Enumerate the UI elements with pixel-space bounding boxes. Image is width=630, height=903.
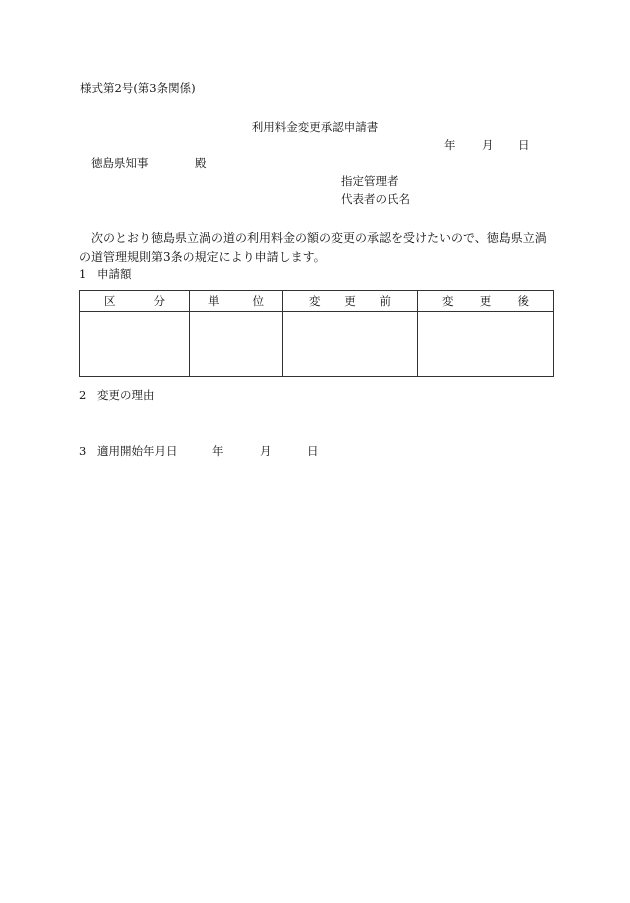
form-number: 様式第2号(第3条関係) (80, 81, 196, 95)
date-day-label: 日 (518, 138, 530, 152)
cell-after[interactable] (418, 312, 554, 377)
header-after: 変 更 後 (418, 291, 554, 312)
amount-table (79, 290, 554, 377)
cell-category[interactable] (80, 312, 190, 377)
table-header-row (80, 291, 554, 312)
section-2-number: 2 (79, 388, 87, 402)
manager-label: 指定管理者 (341, 174, 399, 188)
start-date-year-label: 年 (212, 444, 224, 458)
section-1 (79, 267, 132, 281)
body-text (79, 229, 554, 267)
section-3-label: 適用開始年月日 (97, 444, 178, 458)
section-3-number: 3 (79, 444, 87, 458)
cell-before[interactable] (283, 312, 418, 377)
start-date-month-label: 月 (260, 444, 272, 458)
body-text-content: 次のとおり徳島県立渦の道の利用料金の額の変更の承認を受けたいので、徳島県立渦の道管理規則第3条の規定により申請します。 (79, 231, 547, 264)
date-year-label: 年 (444, 138, 456, 152)
header-unit: 単 位 (190, 291, 283, 312)
addressee: 徳島県知事 (91, 156, 149, 170)
table-row (80, 312, 554, 377)
section-1-label: 申請額 (97, 267, 132, 281)
addressee-suffix: 殿 (195, 156, 207, 170)
date-month-label: 月 (482, 138, 494, 152)
header-category: 区 分 (80, 291, 190, 312)
section-2-label: 変更の理由 (97, 388, 155, 402)
section-2 (79, 388, 155, 402)
representative-label: 代表者の氏名 (341, 192, 410, 206)
document-title: 利用料金変更承認申請書 (251, 120, 379, 134)
cell-unit[interactable] (190, 312, 283, 377)
section-3 (79, 444, 178, 458)
start-date-day-label: 日 (307, 444, 319, 458)
section-1-number: 1 (79, 267, 87, 281)
header-before: 変 更 前 (283, 291, 418, 312)
